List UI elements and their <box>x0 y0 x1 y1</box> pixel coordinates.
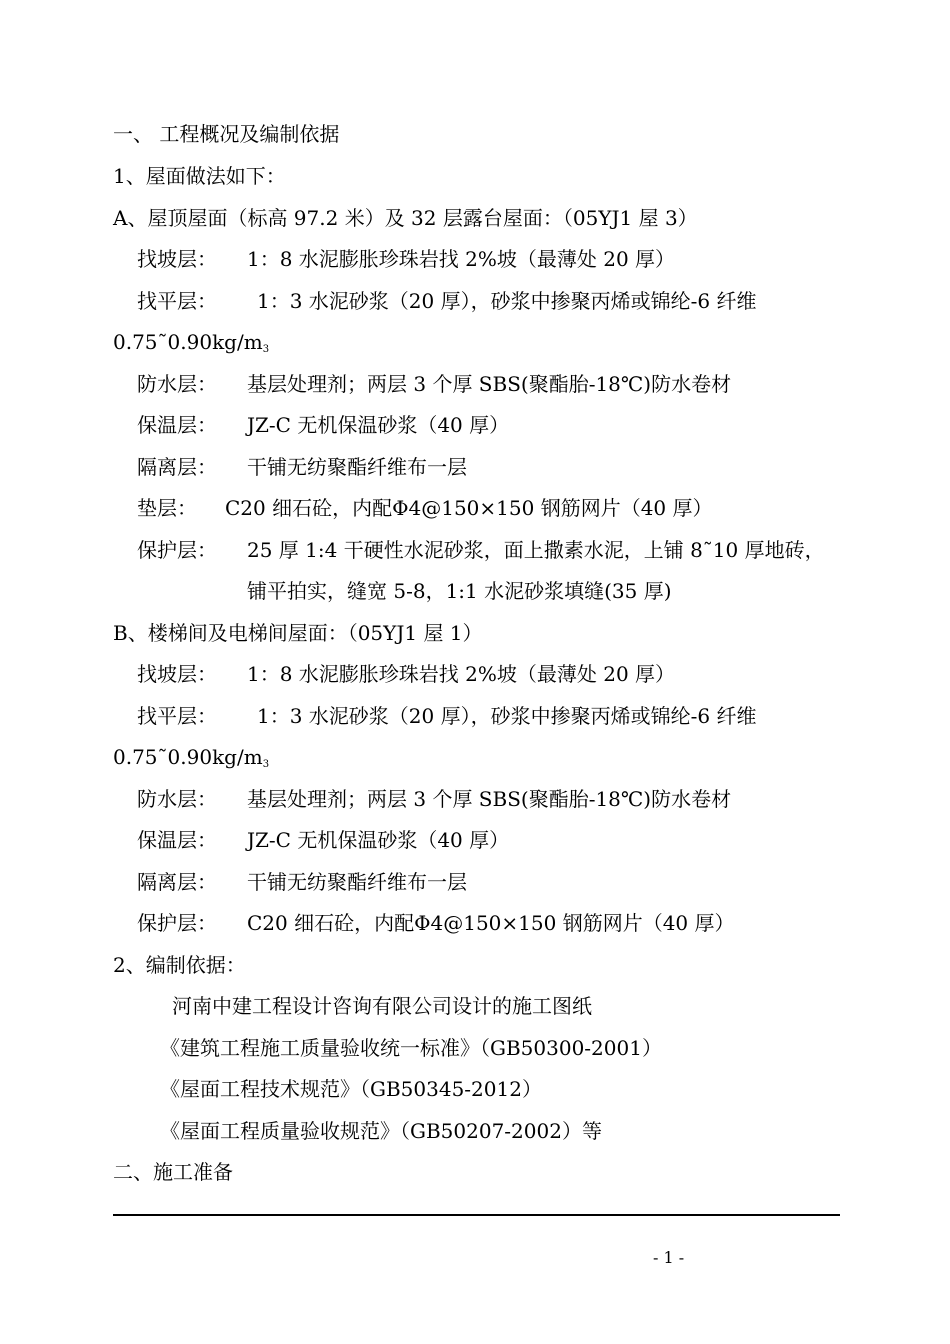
b-insulation-layer <box>137 828 509 852</box>
a-insulation-label: 保温层： <box>137 413 217 437</box>
b-protection-label: 保护层： <box>137 911 217 935</box>
footer-divider <box>113 1214 840 1216</box>
a-isolation-value: 干铺无纺聚酯纤维布一层 <box>247 455 467 479</box>
page-number: - 1 - <box>653 1248 685 1267</box>
b-protection-layer <box>137 911 735 935</box>
b-waterproof-label: 防水层： <box>137 787 217 811</box>
a-slope-label: 找坡层： <box>137 247 217 271</box>
basis-ref-1: 河南中建工程设计咨询有限公司设计的施工图纸 <box>172 994 592 1018</box>
a-level-unit-sup: 3 <box>262 344 270 355</box>
b-slope-label: 找坡层： <box>137 662 217 686</box>
b-insulation-label: 保温层： <box>137 828 217 852</box>
basis-heading: 2、编制依据： <box>113 953 246 977</box>
a-cushion-layer <box>137 496 713 520</box>
a-level-continuation <box>113 330 269 362</box>
b-isolation-layer <box>137 870 467 894</box>
b-waterproof-value: 基层处理剂；两层 3 个厚 SBS(聚酯胎-18℃)防水卷材 <box>247 787 732 811</box>
section-2-heading: 二、施工准备 <box>113 1160 233 1184</box>
a-protection-layer <box>137 538 825 562</box>
b-level-label: 找平层： <box>137 704 217 728</box>
b-slope-value: 1：8 水泥膨胀珍珠岩找 2%坡（最薄处 20 厚） <box>247 662 676 686</box>
section-1-heading: 一、 工程概况及编制依据 <box>113 122 340 146</box>
b-isolation-label: 隔离层： <box>137 870 217 894</box>
roof-method-heading: 1、屋面做法如下： <box>113 164 286 188</box>
a-isolation-layer <box>137 455 467 479</box>
roof-b-heading: B、楼梯间及电梯间屋面：（05YJ1 屋 1） <box>113 621 483 645</box>
b-insulation-value: JZ-C 无机保温砂浆（40 厚） <box>247 828 510 852</box>
a-level-value: 1：3 水泥砂浆（20 厚），砂浆中掺聚丙烯或锦纶-6 纤维 <box>257 289 757 313</box>
b-level-cont: 0.75˜0.90kg/m <box>113 745 263 769</box>
a-insulation-layer <box>137 413 509 437</box>
a-slope-value: 1：8 水泥膨胀珍珠岩找 2%坡（最薄处 20 厚） <box>247 247 676 271</box>
a-protection-continuation: 铺平拍实，缝宽 5-8，1:1 水泥砂浆填缝(35 厚) <box>247 579 672 603</box>
a-level-cont: 0.75˜0.90kg/m <box>113 330 263 354</box>
a-protection-value: 25 厚 1:4 干硬性水泥砂浆，面上撒素水泥，上铺 8˜10 厚地砖， <box>247 538 825 562</box>
b-level-value: 1：3 水泥砂浆（20 厚），砂浆中掺聚丙烯或锦纶-6 纤维 <box>257 704 757 728</box>
a-slope-layer <box>137 247 675 271</box>
a-level-label: 找平层： <box>137 289 217 313</box>
a-isolation-label: 隔离层： <box>137 455 217 479</box>
b-slope-layer <box>137 662 675 686</box>
a-cushion-label: 垫层： <box>137 496 197 520</box>
b-protection-value: C20 细石砼，内配Φ4@150×150 钢筋网片（40 厚） <box>247 911 735 935</box>
a-protection-label: 保护层： <box>137 538 217 562</box>
b-level-continuation <box>113 745 269 777</box>
basis-ref-2: 《建筑工程施工质量验收统一标准》（GB50300-2001） <box>160 1036 662 1060</box>
a-insulation-value: JZ-C 无机保温砂浆（40 厚） <box>247 413 510 437</box>
basis-ref-4: 《屋面工程质量验收规范》（GB50207-2002）等 <box>160 1119 602 1143</box>
b-waterproof-layer <box>137 787 731 811</box>
a-level-layer <box>137 289 756 313</box>
b-level-unit-sup: 3 <box>262 759 270 770</box>
b-level-layer <box>137 704 756 728</box>
a-cushion-value: C20 细石砼，内配Φ4@150×150 钢筋网片（40 厚） <box>225 496 713 520</box>
a-waterproof-layer <box>137 372 731 396</box>
a-waterproof-label: 防水层： <box>137 372 217 396</box>
roof-a-heading: A、屋顶屋面（标高 97.2 米）及 32 层露台屋面：（05YJ1 屋 3） <box>113 206 698 230</box>
a-waterproof-value: 基层处理剂；两层 3 个厚 SBS(聚酯胎-18℃)防水卷材 <box>247 372 732 396</box>
b-isolation-value: 干铺无纺聚酯纤维布一层 <box>247 870 467 894</box>
basis-ref-3: 《屋面工程技术规范》（GB50345-2012） <box>160 1077 542 1101</box>
